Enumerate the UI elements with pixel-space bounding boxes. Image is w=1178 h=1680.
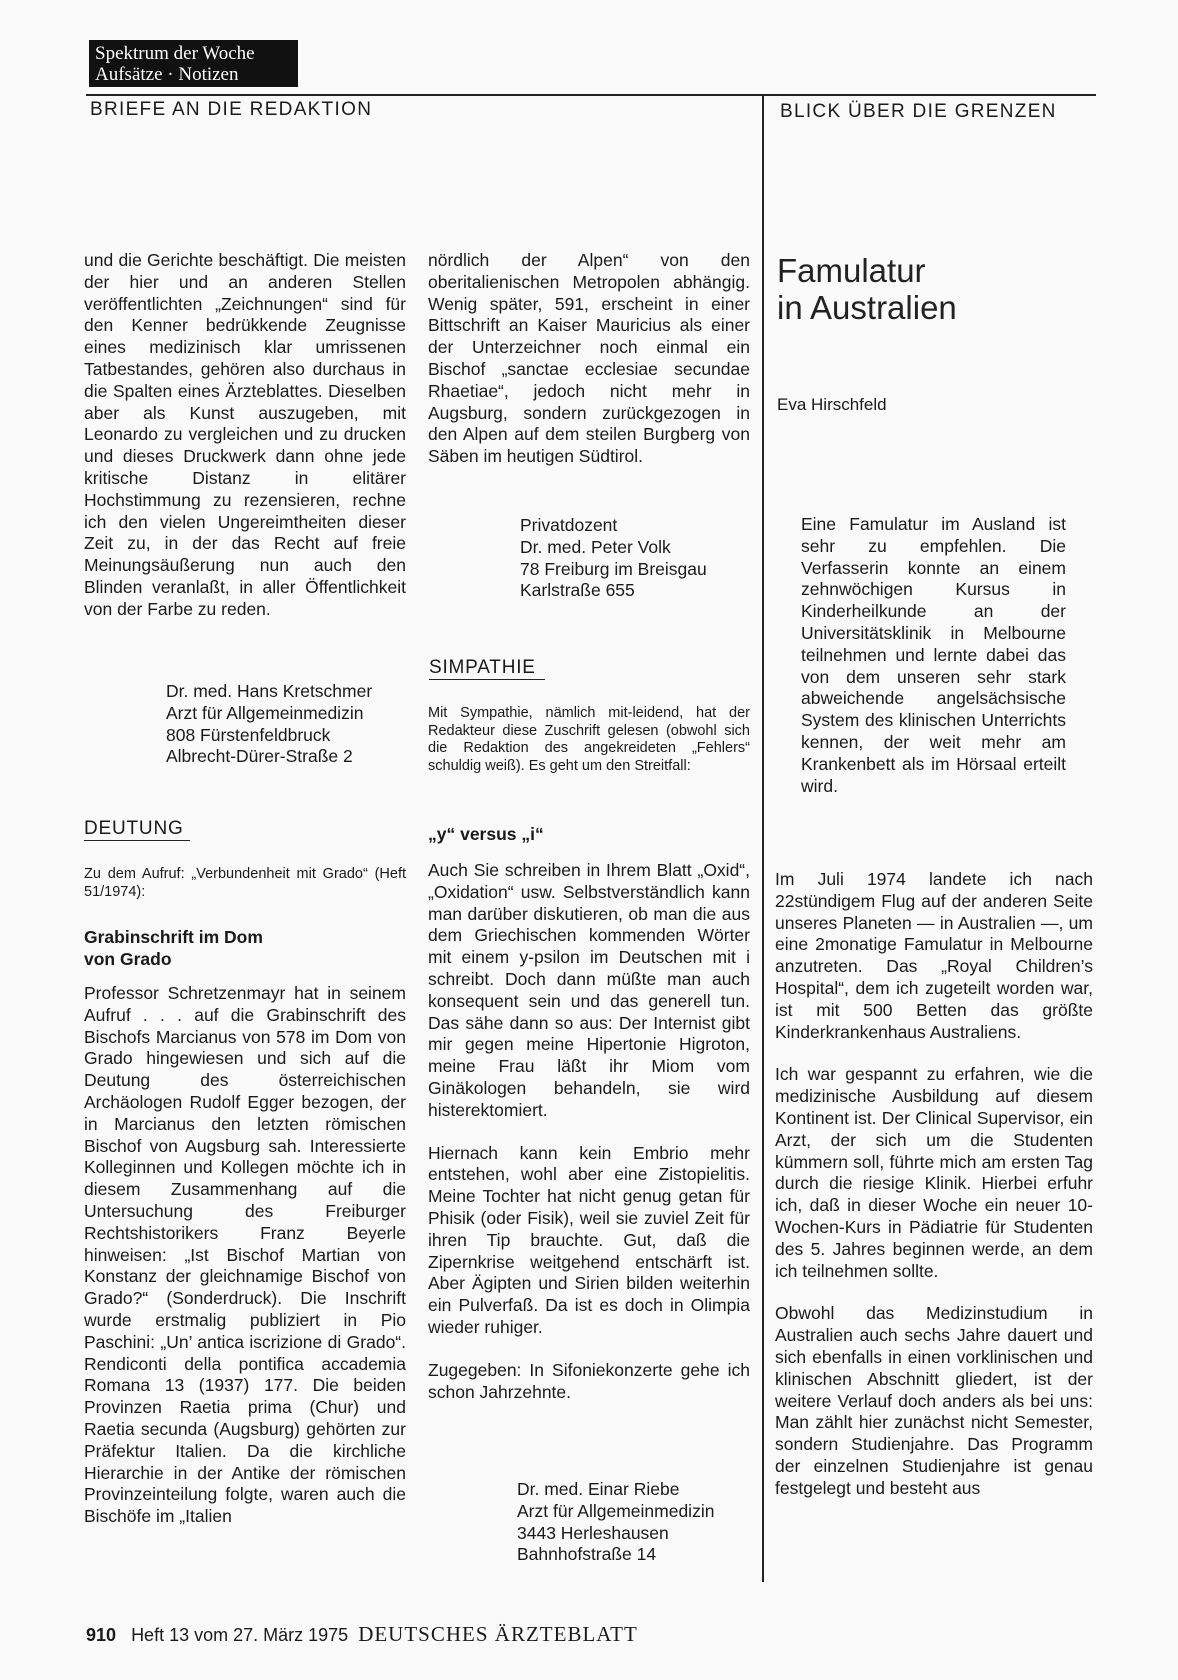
deutung-body: Professor Schretzenmayr hat in seinem Aufruf . . . auf die Grabinschrift des Bischofs Marcianus von 578 im Dom von Grado hingewiesen und sich auf die Deutung des österreichischen Archäologen Rudolf Egger bezogen, der in Marcianus den letzten römischen Bischof von Augsburg sah. Interessierte Kolleginnen und Kollegen möchte ich in diesem Zusammenhang auf die Untersuchung des Freiburger Rechtshistorikers Franz Beyerle hinweisen: „Ist Bischof Martian von Konstanz der gleichnamige Bischof von Grado?“ (Sonderdruck). Die Inschrift wurde erstmalig publiziert in Pio Paschini: „Un’ antica iscrizione di Grado“. Rendiconti della pontifica accademia Romana 13 (1937) 177. Die beiden Provinzen Raetia prima (Chur) und Raetia secunda (Augsburg) gehörten zur Präfektur Italien. Da die kirchliche Hierarchie in der Antike der römischen Provinzeinteilung folgte, waren auch die Bischöfe im „Italien [84,983,406,1527]
section-tag [89,40,298,87]
header-rule [86,94,1096,96]
deutung-intro: Zu dem Aufruf: „Verbundenheit mit Grado“ (Heft 51/1974): [84,866,406,900]
section-tag-line2: Aufsätze · Notizen [95,64,239,85]
section-tag-line1: Spektrum der Woche [95,43,255,64]
deutung-heading: DEUTUNG [84,818,190,841]
issue-info: Heft 13 vom 27. März 1975 [131,1625,349,1645]
signature-riebe: Dr. med. Einar Riebe Arzt für Allgemeinmedizin 3443 Herleshausen Bahnhofstraße 14 [517,1479,715,1565]
col2-para1: nördlich der Alpen“ von den oberitalienischen Metropolen abhängig. Wenig später, 591, erscheint in einer Bittschrift an Kaiser Mauricius als einer der Unterzeichner noch einmal ein Bischof „sanctae ecclesiae secundae Rhaetiae“, jedoch nicht mehr in Augsburg, sondern zurückgezogen in den Alpen auf dem steilen Burgberg von Säben im heutigen Südtirol. [428,250,750,467]
simpathie-title: „y“ versus „i“ [428,824,544,844]
col2-para2: Auch Sie schreiben in Ihrem Blatt „Oxid“, „Oxidation“ usw. Selbstverständlich kann man darüber diskutieren, ob man die aus dem Griechischen kommenden Wörter mit einem y-psilon im Deutschen mit i schreibt. Doch dann müßte man auch konsequent sein und das generell tun. Das sähe dann so aus: Der Internist gibt mir gegen meine Hipertonie Higroton, meine Frau läßt ihr Miom vom Ginäkologen behandeln, sie wird histerektomiert. Hiernach kann kein Embrio mehr entstehen, wohl aber eine Zistopielitis. Meine Tochter hat nicht genug getan für Phisik (oder Fisik), weil sie zuviel Zeit für ihren Tip brauchte. Gut, daß die Zipernkrise weitgehend entschärft ist. Aber Ägipten und Sirien bilden weiterhin ein Pulverfaß. Da ist es doch in Olimpia wieder ruhiger. Zugegeben: In Sifoniekonzerte gehe ich schon Jahrzehnte. [428,860,750,1402]
page-footer [86,1622,638,1647]
magazine-name: DEUTSCHES ÄRZTEBLATT [358,1622,638,1646]
article-body: Im Juli 1974 landete ich nach 22stündigem Flug auf der anderen Seite unseres Planeten — in Australien —, um eine 2monatige Famulatur in Melbourne anzutreten. Das „Royal Children’s Hospital“, dem ich zugeteilt worden war, ist mit 500 Betten das größte Kinderkrankenhaus Australiens. Ich war gespannt zu erfahren, wie die medizinische Ausbildung auf diesem Kontinent ist. Der Clinical Supervisor, ein Arzt, der sich um die Studenten kümmern soll, führte mich am ersten Tag durch die riesige Klinik. Hierbei erfuhr ich, daß in dieser Woche ein neuer 10-Wochen-Kurs in Pädiatrie für Studenten des 5. Jahres beginnen werde, an dem ich teilnehmen sollte. Obwohl das Medizinstudium in Australien auch sechs Jahre dauert und sich ebenfalls in einen vorklinischen und klinischen Abschnitt gliedert, ist der weitere Verlauf doch anders als bei uns: Man zählt hier zunächst nicht Semester, sondern Studienjahre. Das Programm der einzelnen Studienjahre ist genau festgelegt und besteht aus [775,869,1093,1498]
article-title: Famulatur in Australien [777,252,957,326]
signature-kretschmer: Dr. med. Hans Kretschmer Arzt für Allgemeinmedizin 808 Fürstenfeldbruck Albrecht-Dürer-Straße 2 [166,681,373,767]
article-author: Eva Hirschfeld [777,395,887,414]
simpathie-intro: Mit Sympathie, nämlich mit-leidend, hat der Redakteur diese Zuschrift gelesen (obwohl sich die Redaktion des angekreideten „Fehlers“ schuldig weiß). Es geht um den Streitfall: [428,705,750,774]
simpathie-heading: SIMPATHIE [429,657,545,680]
page-number: 910 [86,1625,117,1645]
column-divider [762,95,764,1582]
deutung-title: Grabinschrift im Dom von Grado [84,927,263,969]
section-heading-left: BRIEFE AN DIE REDAKTION [90,99,373,120]
signature-volk: Privatdozent Dr. med. Peter Volk 78 Freiburg im Breisgau Karlstraße 655 [520,515,707,601]
col1-para1: und die Gerichte beschäftigt. Die meisten der hier und an anderen Stellen veröffentlichten „Zeichnungen“ sind für den Kenner bedrükkende Zeugnisse eines medizinisch klar umrissenen Tatbestandes, gehören also durchaus in die Spalten eines Ärzteblattes. Dieselben aber als Kunst auszugeben, mit Leonardo zu vergleichen und zu drucken und dieses Druckwerk dann ohne jede kritische Distanz in elitärer Hochstimmung zu rezensieren, rechne ich den vielen Ungereimtheiten dieser Zeit zu, in der das Recht auf freie Meinungsäußerung nun auch den Blinden veranlaßt, in aller Öffentlichkeit von der Farbe zu reden. [84,250,406,619]
section-heading-right: BLICK ÜBER DIE GRENZEN [780,101,1057,122]
article-lead: Eine Famulatur im Ausland ist sehr zu empfehlen. Die Verfasserin konnte an einem zehnwöchigen Kursus in Kinderheilkunde an der Universitätsklinik in Melbourne teilnehmen und lernte dabei das von dem unseren sehr stark abweichende angelsächsische System des klinischen Unterrichts kennen, der weit mehr am Krankenbett als im Hörsaal erteilt wird. [801,514,1066,796]
